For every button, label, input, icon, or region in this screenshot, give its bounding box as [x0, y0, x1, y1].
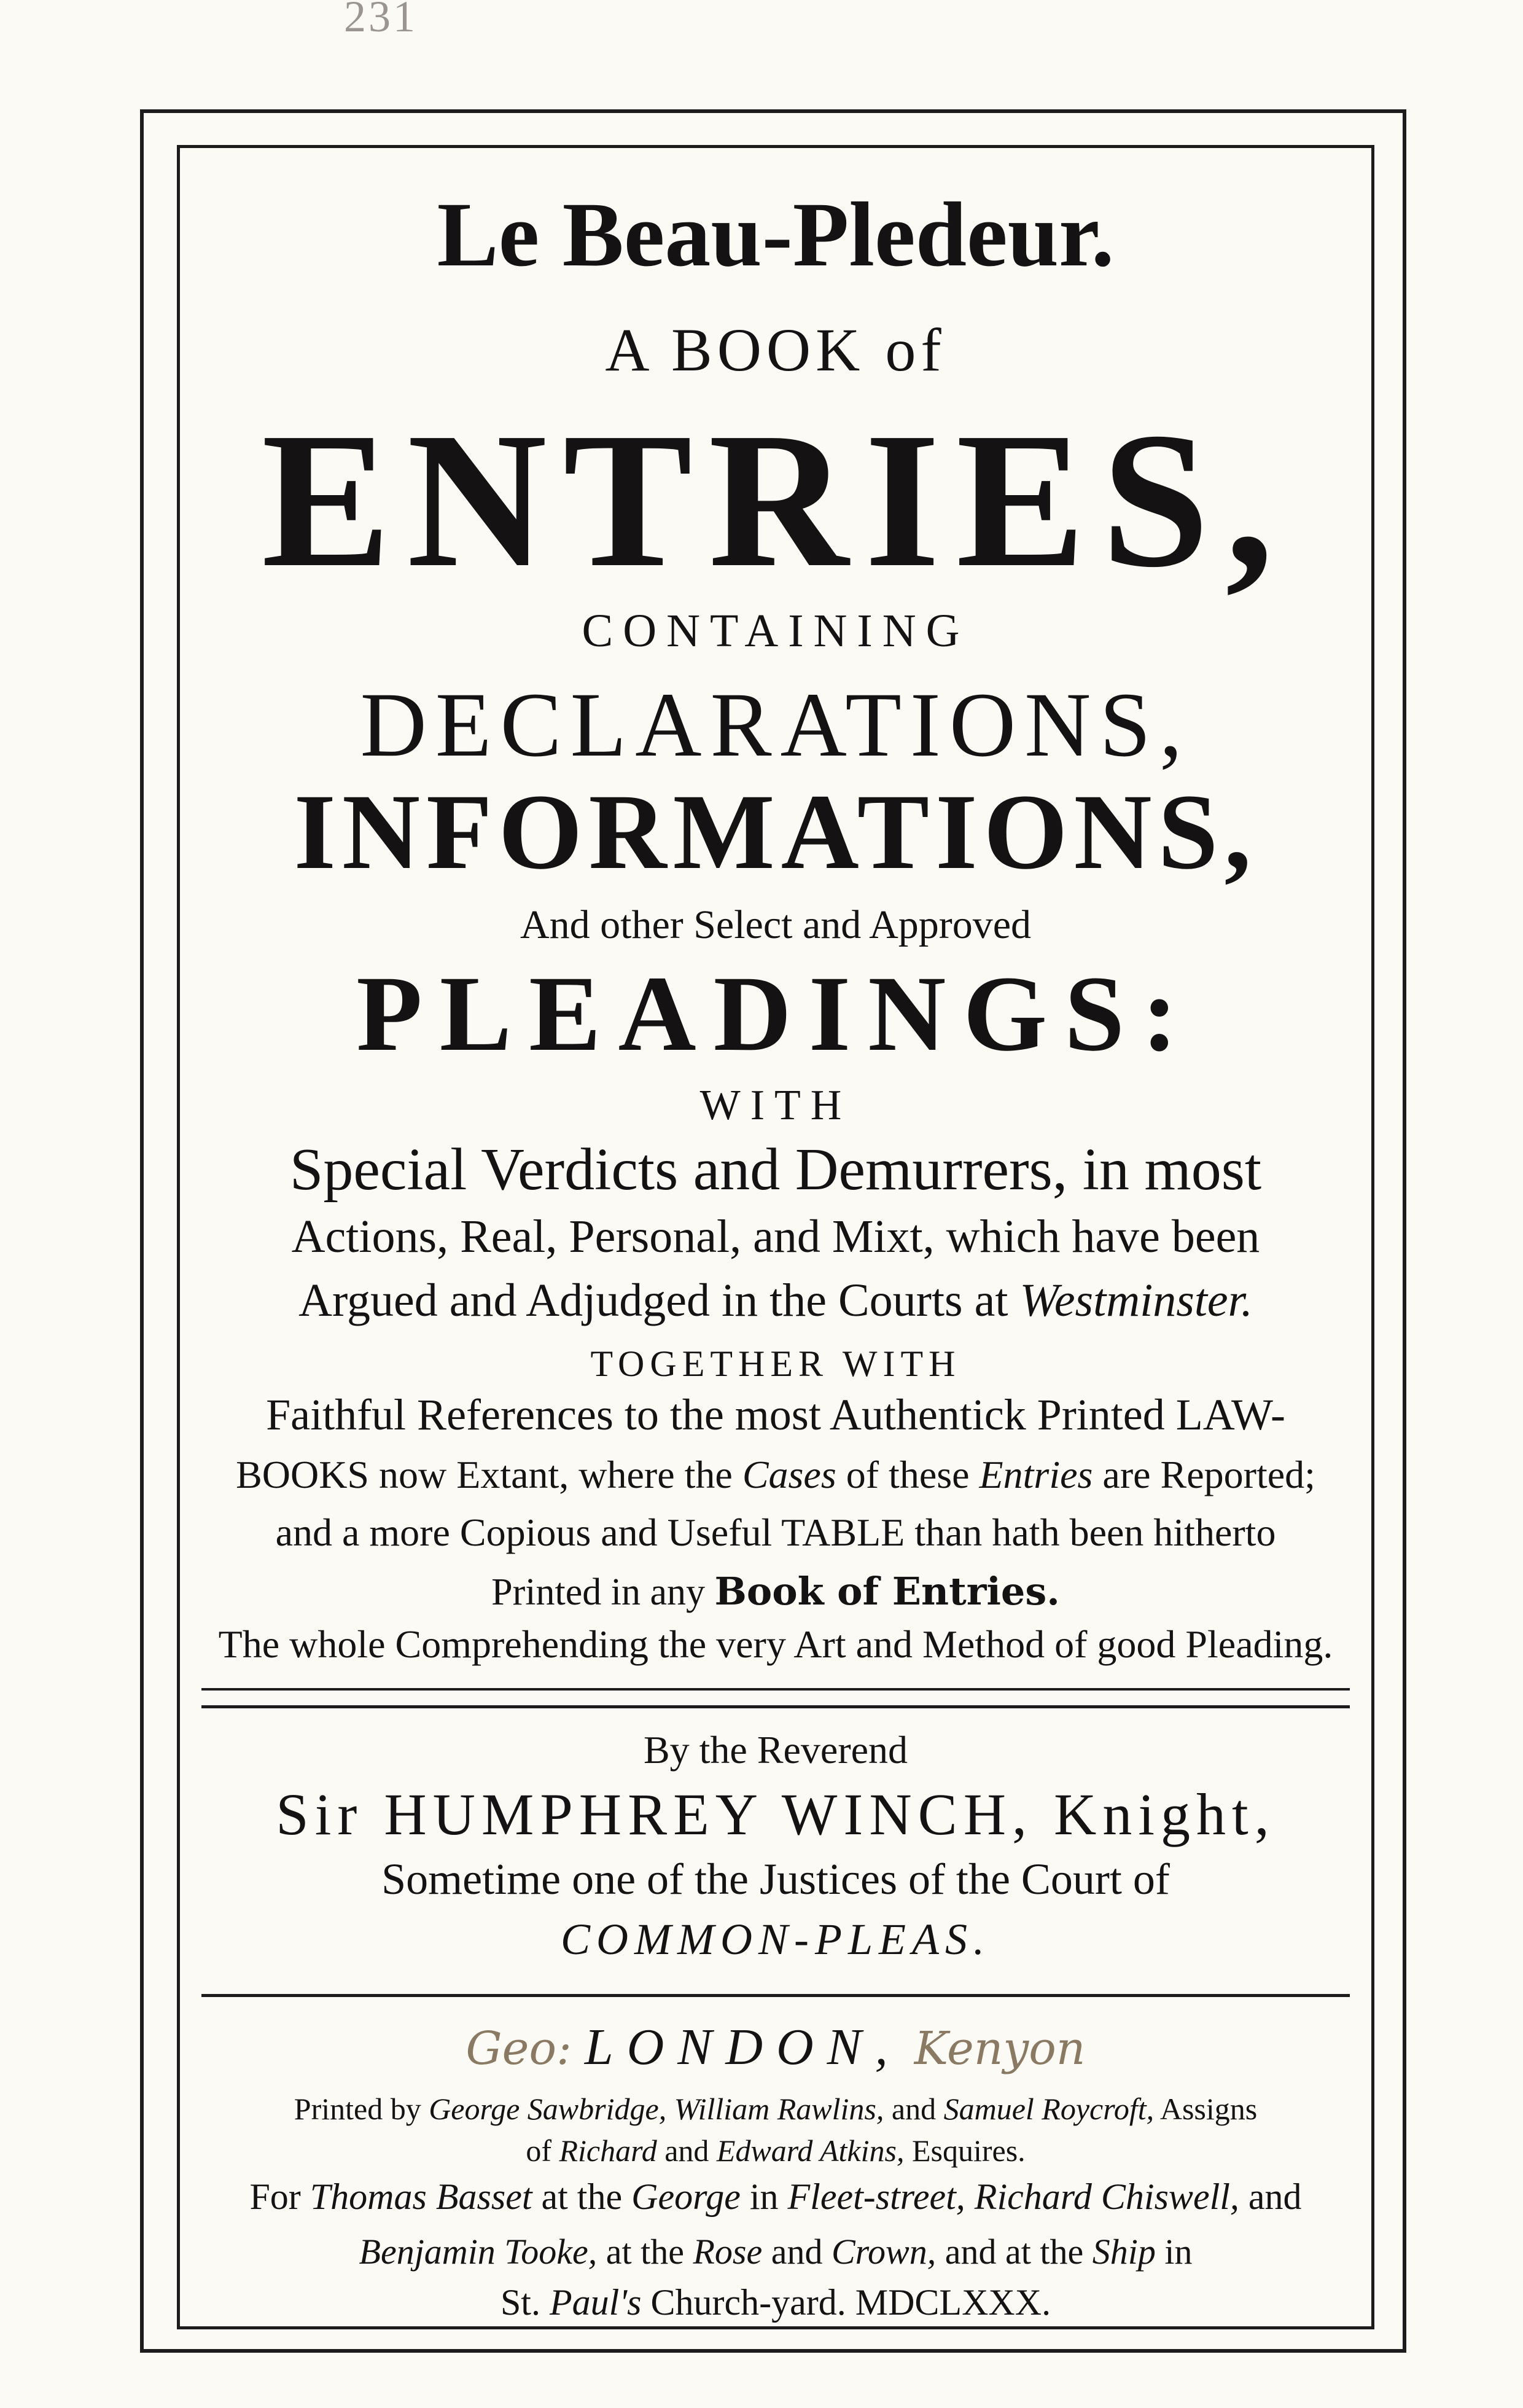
- imprint-line-2: [177, 2133, 1374, 2168]
- containing-line: CONTAINING: [582, 605, 970, 657]
- together-line-2: [177, 1452, 1374, 1498]
- imprint-line-1e: Assigns: [1159, 2092, 1258, 2126]
- page-number: 231: [344, 0, 418, 41]
- imprint-line-3e: in: [749, 2176, 779, 2217]
- with-line: WITH: [699, 1082, 852, 1129]
- imprint-line-2e: Esquires.: [911, 2133, 1026, 2168]
- imprint-line-3: [177, 2176, 1374, 2218]
- book-of-entries-blackletter: Book of Entries.: [714, 1569, 1060, 1614]
- imprint-edward-atkins: Edward Atkins,: [716, 2133, 905, 2168]
- imprint-benjamin-tooke: Benjamin Tooke,: [359, 2232, 598, 2272]
- imprint-line-3c: at the: [541, 2176, 623, 2217]
- pleadings-heading: PLEADINGS:: [356, 954, 1195, 1074]
- imprint-line-4f: and at the: [945, 2232, 1084, 2272]
- author-name: Sir HUMPHREY WINCH, Knight,: [276, 1781, 1276, 1847]
- imprint-fleet-street-chiswell: Fleet-street, Richard Chiswell,: [787, 2176, 1239, 2217]
- together-line-2c: of these: [846, 1453, 970, 1496]
- entries-word: Entries: [979, 1453, 1093, 1496]
- imprint-line-3g: and: [1248, 2176, 1302, 2217]
- entries-heading: ENTRIES,: [261, 393, 1290, 608]
- westminster: Westminster.: [1019, 1275, 1253, 1326]
- imprint-richard: Richard: [559, 2133, 657, 2168]
- owner-signature-first: Geo:: [465, 2022, 572, 2075]
- imprint-line-1c: and: [891, 2092, 937, 2126]
- imprint-line-2c: and: [664, 2133, 709, 2168]
- imprint-line-4: [177, 2231, 1374, 2272]
- description-line-3: [177, 1274, 1374, 1327]
- imprint-date: Church-yard. MDCLXXX.: [650, 2282, 1051, 2323]
- together-with-heading: TOGETHER WITH: [590, 1343, 961, 1384]
- imprint-line-3a: For: [249, 2176, 301, 2217]
- imprint-city: LONDON,: [584, 2019, 902, 2076]
- imprint-line-2a: of: [526, 2133, 551, 2168]
- imprint-line-5a: St.: [500, 2282, 540, 2323]
- imprint-pauls: Paul's: [549, 2282, 642, 2323]
- together-line-4: [177, 1569, 1374, 1614]
- informations-heading: INFORMATIONS,: [294, 772, 1258, 892]
- together-line-1: Faithful References to the most Authentick Printed LAW-: [266, 1390, 1285, 1439]
- rule-upper: [201, 1705, 1350, 1708]
- together-line-5: The whole Comprehending the very Art and Method of good Pleading.: [218, 1622, 1333, 1666]
- imprint-rose: Rose: [693, 2232, 763, 2272]
- imprint-city-line: [177, 2017, 1374, 2077]
- imprint-line-4b: at the: [606, 2232, 684, 2272]
- title-page: [177, 145, 1374, 2329]
- rule-lower: [201, 1994, 1350, 1997]
- cases-word: Cases: [742, 1453, 836, 1496]
- together-line-4a: Printed in any: [491, 1571, 705, 1613]
- imprint-george: George: [631, 2176, 741, 2217]
- imprint-crown: Crown,: [831, 2232, 937, 2272]
- imprint-line-5: [177, 2281, 1374, 2324]
- together-line-2a: BOOKS now Extant, where the: [236, 1453, 733, 1496]
- imprint-line-4h: in: [1164, 2232, 1193, 2272]
- court-name: COMMON-PLEAS.: [561, 1915, 991, 1964]
- imprint-line-1: [177, 2091, 1374, 2127]
- imprint-line-4d: and: [771, 2232, 823, 2272]
- running-title: Le Beau-Pledeur.: [437, 184, 1115, 286]
- author-role: Sometime one of the Justices of the Court of: [381, 1855, 1170, 1904]
- description-line-3-text: Argued and Adjudged in the Courts at: [298, 1275, 1008, 1326]
- imprint-printer-3: Samuel Roycroft,: [943, 2092, 1155, 2126]
- owner-signature-last: Kenyon: [914, 2022, 1086, 2075]
- rule-upper-thin: [201, 1688, 1350, 1691]
- imprint-printers: George Sawbridge, William Rawlins,: [429, 2092, 884, 2126]
- other-pleadings-line: And other Select and Approved: [520, 902, 1032, 947]
- imprint-ship: Ship: [1092, 2232, 1156, 2272]
- by-the-reverend: By the Reverend: [643, 1728, 908, 1772]
- description-line-2: Actions, Real, Personal, and Mixt, which have been: [291, 1211, 1260, 1262]
- book-of-line: A BOOK of: [605, 316, 946, 384]
- description-line-1: Special Verdicts and Demurrers, in most: [289, 1136, 1262, 1203]
- imprint-line-1a: Printed by: [294, 2092, 421, 2126]
- together-line-2e: are Reported;: [1102, 1453, 1315, 1496]
- together-line-3: and a more Copious and Useful TABLE than hath been hitherto: [275, 1511, 1276, 1554]
- imprint-thomas-basset: Thomas Basset: [310, 2176, 532, 2217]
- declarations-heading: DECLARATIONS,: [360, 674, 1191, 776]
